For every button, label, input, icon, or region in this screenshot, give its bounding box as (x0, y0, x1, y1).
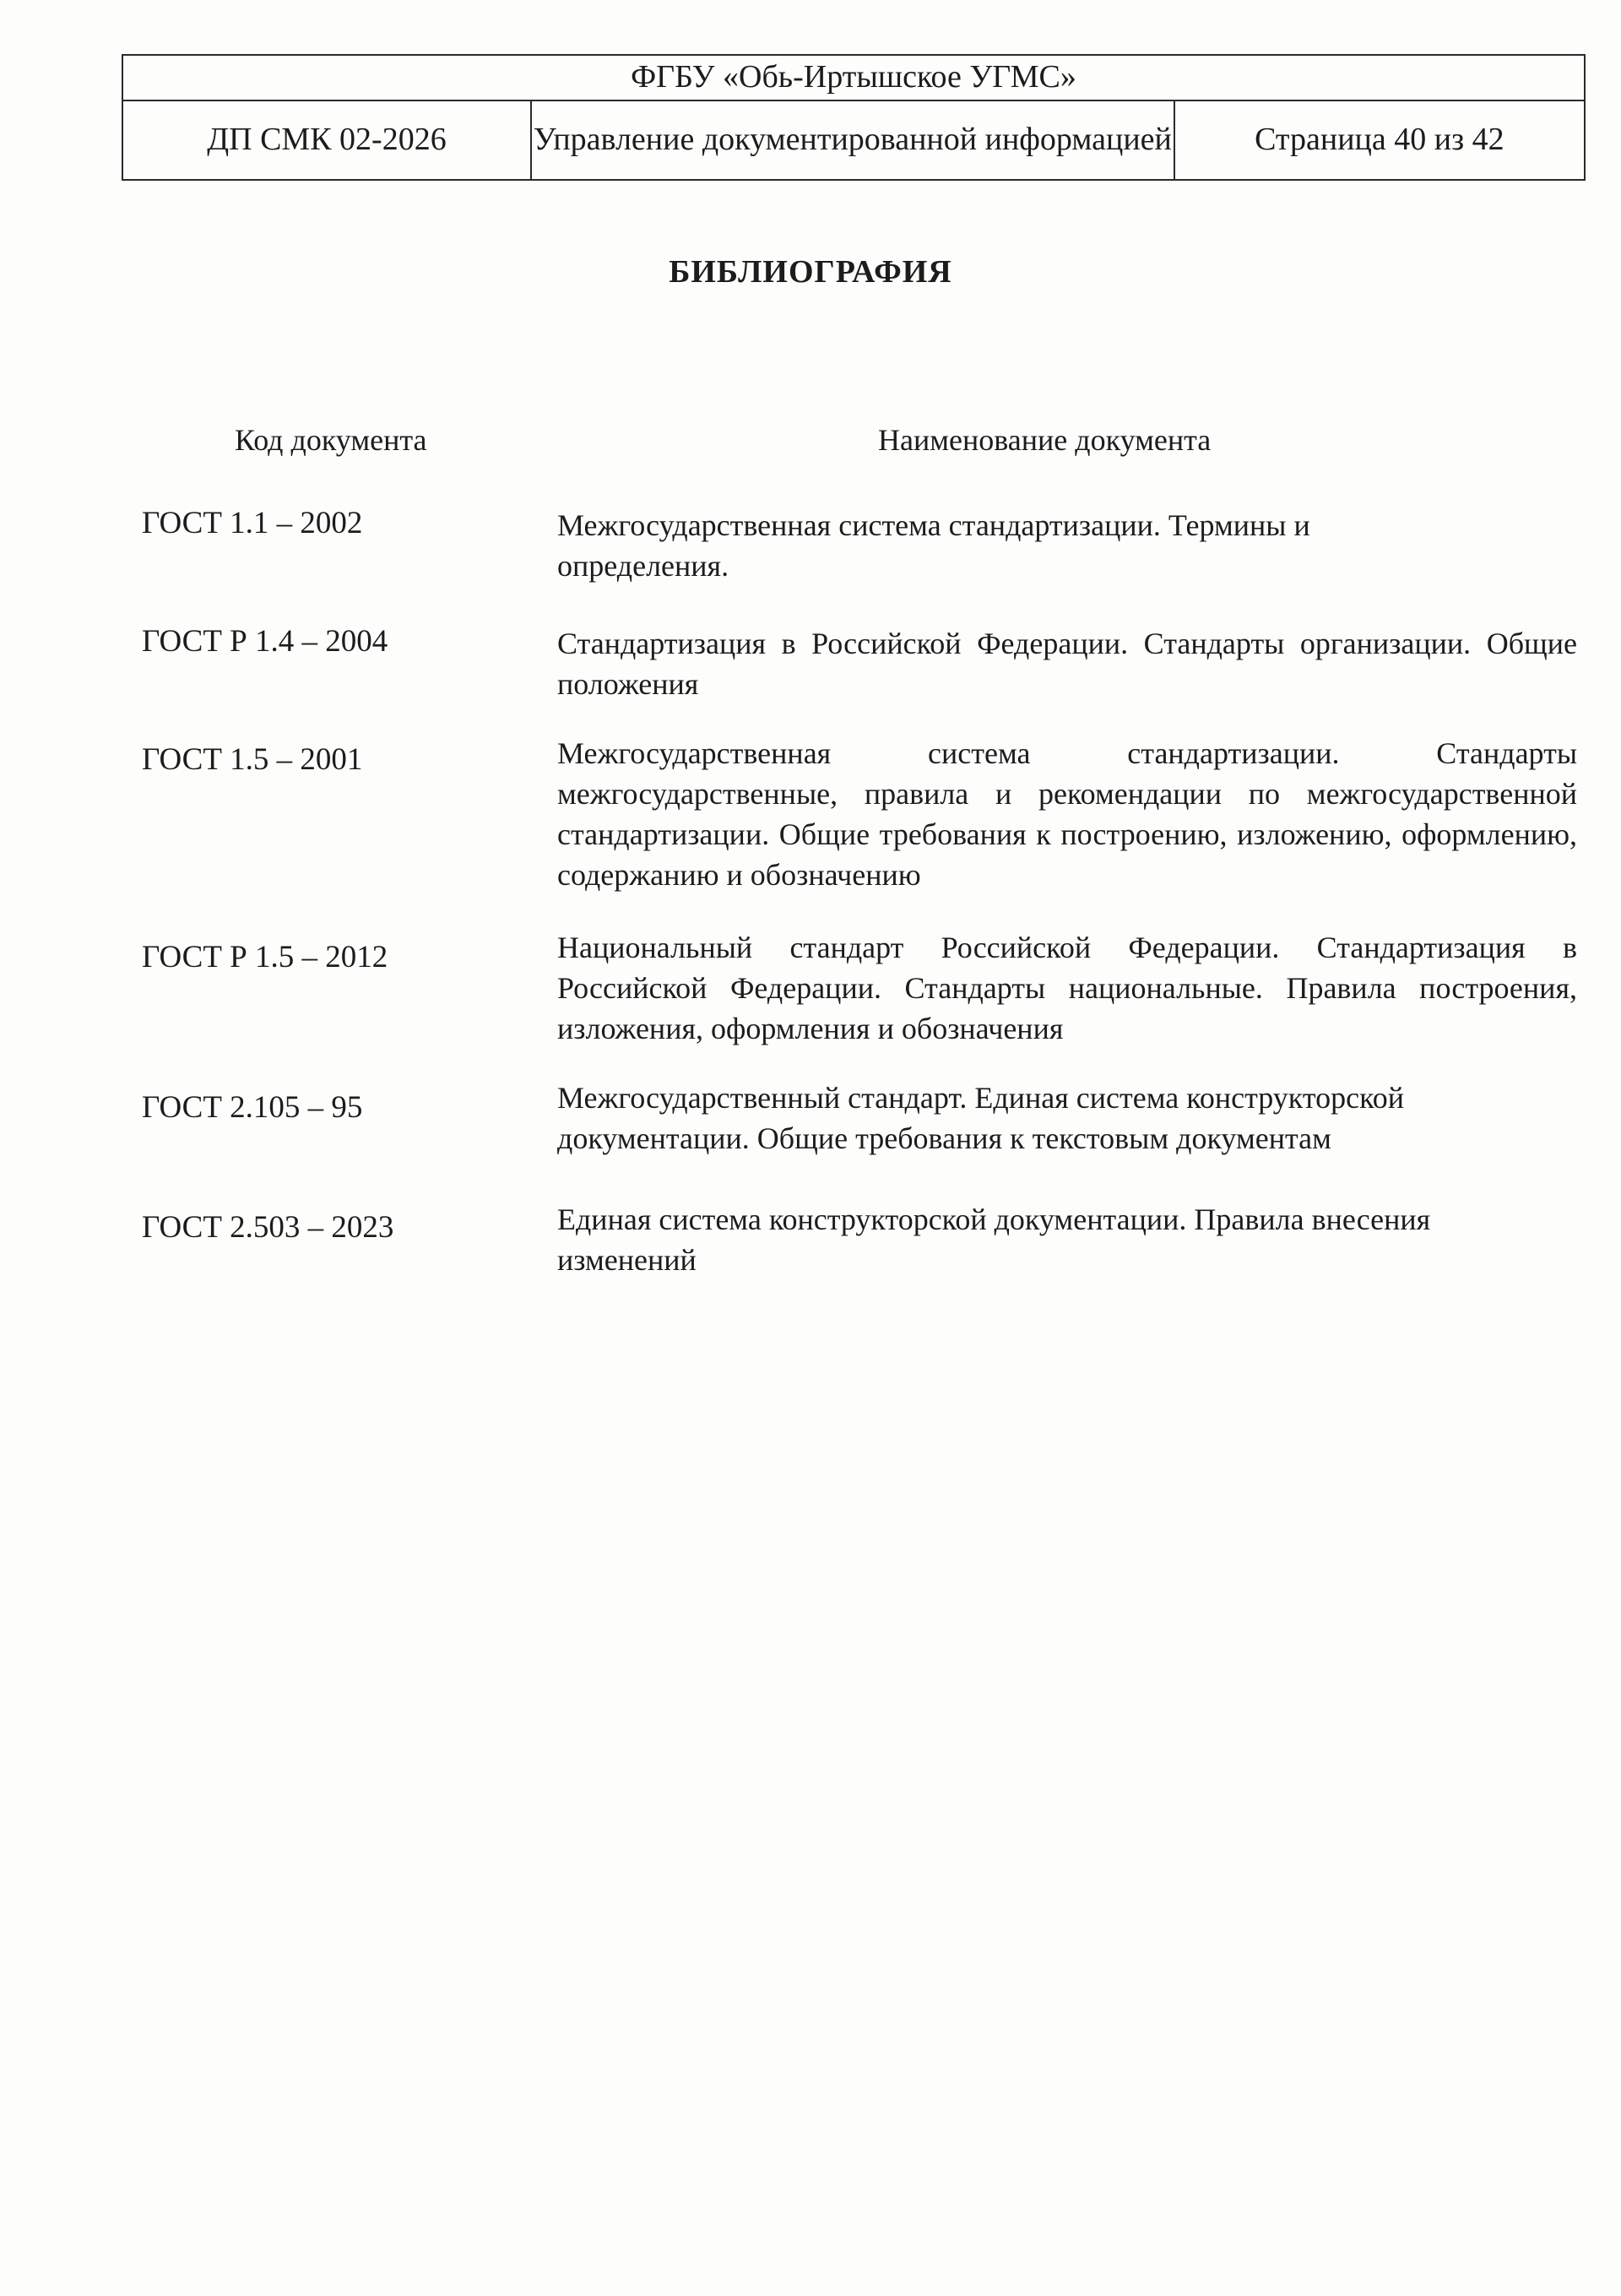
entry-name: Национальный стандарт Российской Федерации. Стандартизация в Российской Федерации. Стандарты национальные. Правила построения, изложения, оформления и обозначения (557, 931, 1577, 1045)
entry-code: ГОСТ 1.1 – 2002 (142, 506, 363, 540)
entry-name: Стандартизация в Российской Федерации. Стандарты организации. Общие положения (557, 627, 1577, 701)
document-code: ДП СМК 02-2026 (122, 100, 531, 180)
entry-code: ГОСТ 2.503 – 2023 (142, 1210, 394, 1245)
entry-name: Межгосударственная система стандартизации. Термины и определения. (557, 508, 1310, 583)
entry-code: ГОСТ Р 1.5 – 2012 (142, 940, 388, 974)
column-header-name: Наименование документа (878, 423, 1212, 457)
page-number: Страница 40 из 42 (1174, 100, 1585, 180)
organization-name: ФГБУ «Обь-Иртышское УГМС» (122, 55, 1585, 100)
entry-name: Межгосударственная система стандартизации. Стандарты межгосударственные, правила и рекомендации по межгосударственной стандартизации. Общие требования к построению, изложению, оформлению, содержанию и обозначению (557, 736, 1577, 892)
entry-name: Единая система конструкторской документации. Правила внесения изменений (557, 1202, 1431, 1277)
document-header-table (122, 54, 1586, 181)
section-heading: БИБЛИОГРАФИЯ (669, 254, 952, 290)
entry-code: ГОСТ 1.5 – 2001 (142, 742, 363, 777)
entry-code: ГОСТ 2.105 – 95 (142, 1090, 363, 1125)
entry-name: Межгосударственный стандарт. Единая система конструкторской документации. Общие требования к текстовым документам (557, 1081, 1404, 1155)
column-header-code: Код документа (235, 423, 427, 457)
entry-code: ГОСТ Р 1.4 – 2004 (142, 624, 388, 659)
document-title: Управление документированной информацией (531, 100, 1174, 180)
